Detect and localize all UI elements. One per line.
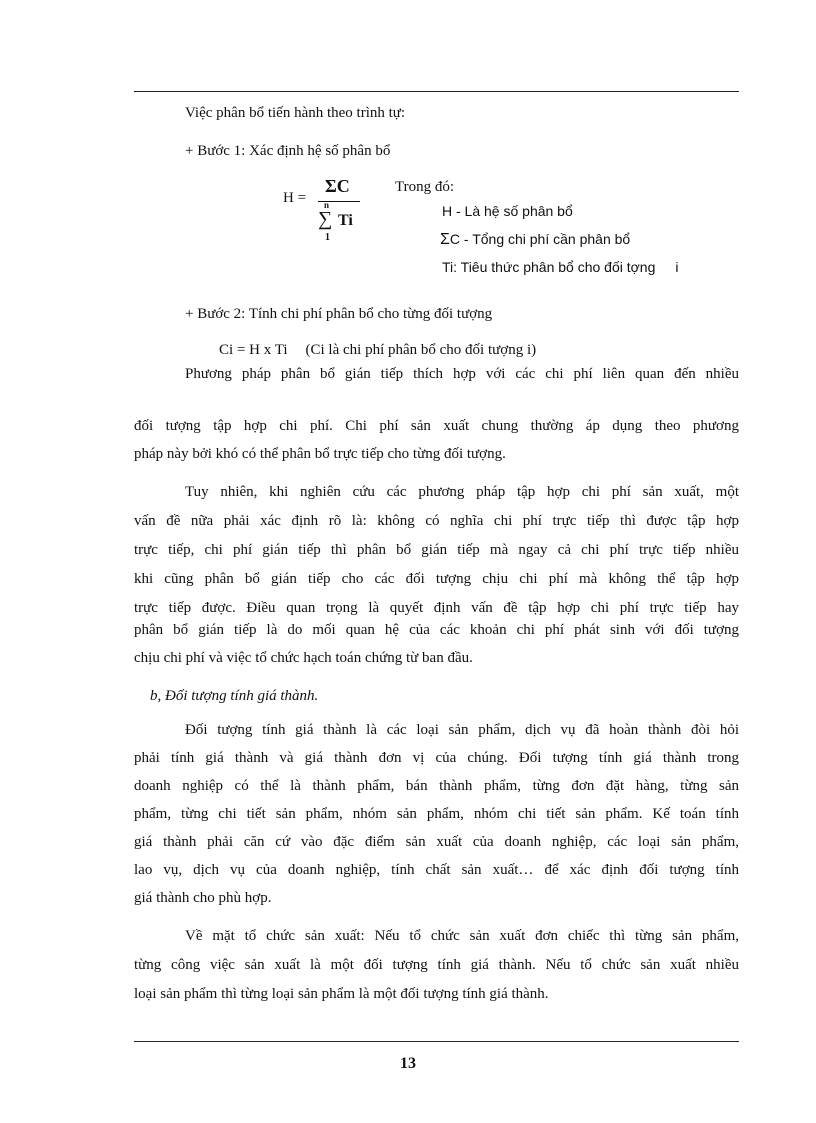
legend-t-text: Ti: Tiêu thức phân bổ cho đối tợng — [442, 259, 656, 275]
intro-line: Việc phân bổ tiến hành theo trình tự: — [185, 105, 406, 121]
para2-line: vấn đề nữa phải xác định rõ là: không có nghĩa chi phí trực tiếp thì được tập hợp — [134, 513, 739, 529]
para3-line: doanh nghiệp có thể là thành phẩm, bán thành phẩm, từng đơn đặt hàng, từng sản — [134, 778, 739, 794]
para2-line: trực tiếp, chi phí gián tiếp thì phân bổ gián tiếp mà ngay cả chi phí trực tiếp nhiều — [134, 542, 739, 558]
step2-line: + Bước 2: Tính chi phí phân bổ cho từng đối tượng — [185, 306, 493, 322]
para2-line: khi cũng phân bổ gián tiếp cho các đối tượng chịu chi phí mà không thể tập hợp — [134, 571, 739, 587]
para3-line: giá thành phải căn cứ vào đặc điểm sản xuất của doanh nghiệp, các loại sản phẩm, — [134, 834, 739, 850]
legend-t-suffix: i — [675, 259, 679, 275]
step1-line: + Bước 1: Xác định hệ số phân bổ — [185, 143, 391, 159]
page-number: 13 — [400, 1055, 416, 1072]
legend-t — [442, 257, 679, 277]
legend-title: Trong đó: — [395, 179, 455, 195]
para3-line: Đối tượng tính giá thành là các loại sản phẩm, dịch vụ đã hoàn thành đòi hỏi — [185, 722, 739, 738]
para2-line: phân bổ gián tiếp là do mối quan hệ của các khoản chi phí phát sinh với đối tượng — [134, 622, 739, 638]
sigma-symbol: Σ — [440, 231, 450, 248]
footer-rule — [134, 1041, 739, 1042]
para2-line: Tuy nhiên, khi nghiên cứu các phương pháp tập hợp chi phí sản xuất, một — [185, 484, 739, 500]
para3-line: lao vụ, dịch vụ của doanh nghiệp, tính chất sản xuất… để xác định đối tượng tính — [134, 862, 739, 878]
ci-formula: Ci = H x Ti — [219, 342, 288, 358]
ci-note: (Ci là chi phí phân bổ cho đối tượng i) — [305, 342, 537, 358]
para1-line: Phương pháp phân bổ gián tiếp thích hợp với các chi phí liên quan đến nhiều — [185, 366, 739, 382]
sum-symbol: ∑ — [318, 208, 333, 230]
formula-numerator: ΣC — [325, 176, 350, 196]
para3-line: phải tính giá thành và giá thành đơn vị của chúng. Đối tượng tính giá thành trong — [134, 750, 739, 766]
para4-line: loại sản phẩm thì từng loại sản phẩm là một đối tượng tính giá thành. — [134, 986, 549, 1002]
header-rule — [134, 91, 739, 92]
ci-formula-line — [219, 340, 536, 360]
para2-line: trực tiếp được. Điều quan trọng là quyết định vấn đề tập hợp chi phí trực tiếp hay — [134, 600, 739, 616]
legend-c-text: C - Tổng chi phí cần phân bổ — [449, 231, 631, 247]
para3-line: phẩm, từng chi tiết sản phẩm, nhóm sản phẩm, nhóm chi tiết sản phẩm. Kế toán tính — [134, 806, 739, 822]
section-heading-b: b, Đối tượng tính giá thành. — [150, 688, 319, 704]
formula-lhs: H = — [283, 190, 307, 206]
legend-h: H - Là hệ số phân bổ — [442, 203, 573, 219]
para1-line: pháp này bởi khó có thể phân bổ trực tiếp cho từng đối tượng. — [134, 446, 506, 462]
sum-variable: Ti — [338, 212, 353, 229]
para2-line: chịu chi phí và việc tổ chức hạch toán chứng từ ban đầu. — [134, 650, 473, 666]
para4-line: Về mặt tổ chức sản xuất: Nếu tổ chức sản xuất đơn chiếc thì từng sản phẩm, — [185, 928, 739, 944]
para3-line: giá thành cho phù hợp. — [134, 890, 272, 906]
para4-line: từng công việc sản xuất là một đối tượng tính giá thành. Nếu tổ chức sản xuất nhiều — [134, 957, 739, 973]
legend-c — [440, 229, 630, 250]
sum-top: n — [324, 200, 330, 210]
para1-line: đối tượng tập hợp chi phí. Chi phí sản xuất chung thường áp dụng theo phương — [134, 418, 739, 434]
sum-bottom: 1 — [325, 232, 330, 243]
